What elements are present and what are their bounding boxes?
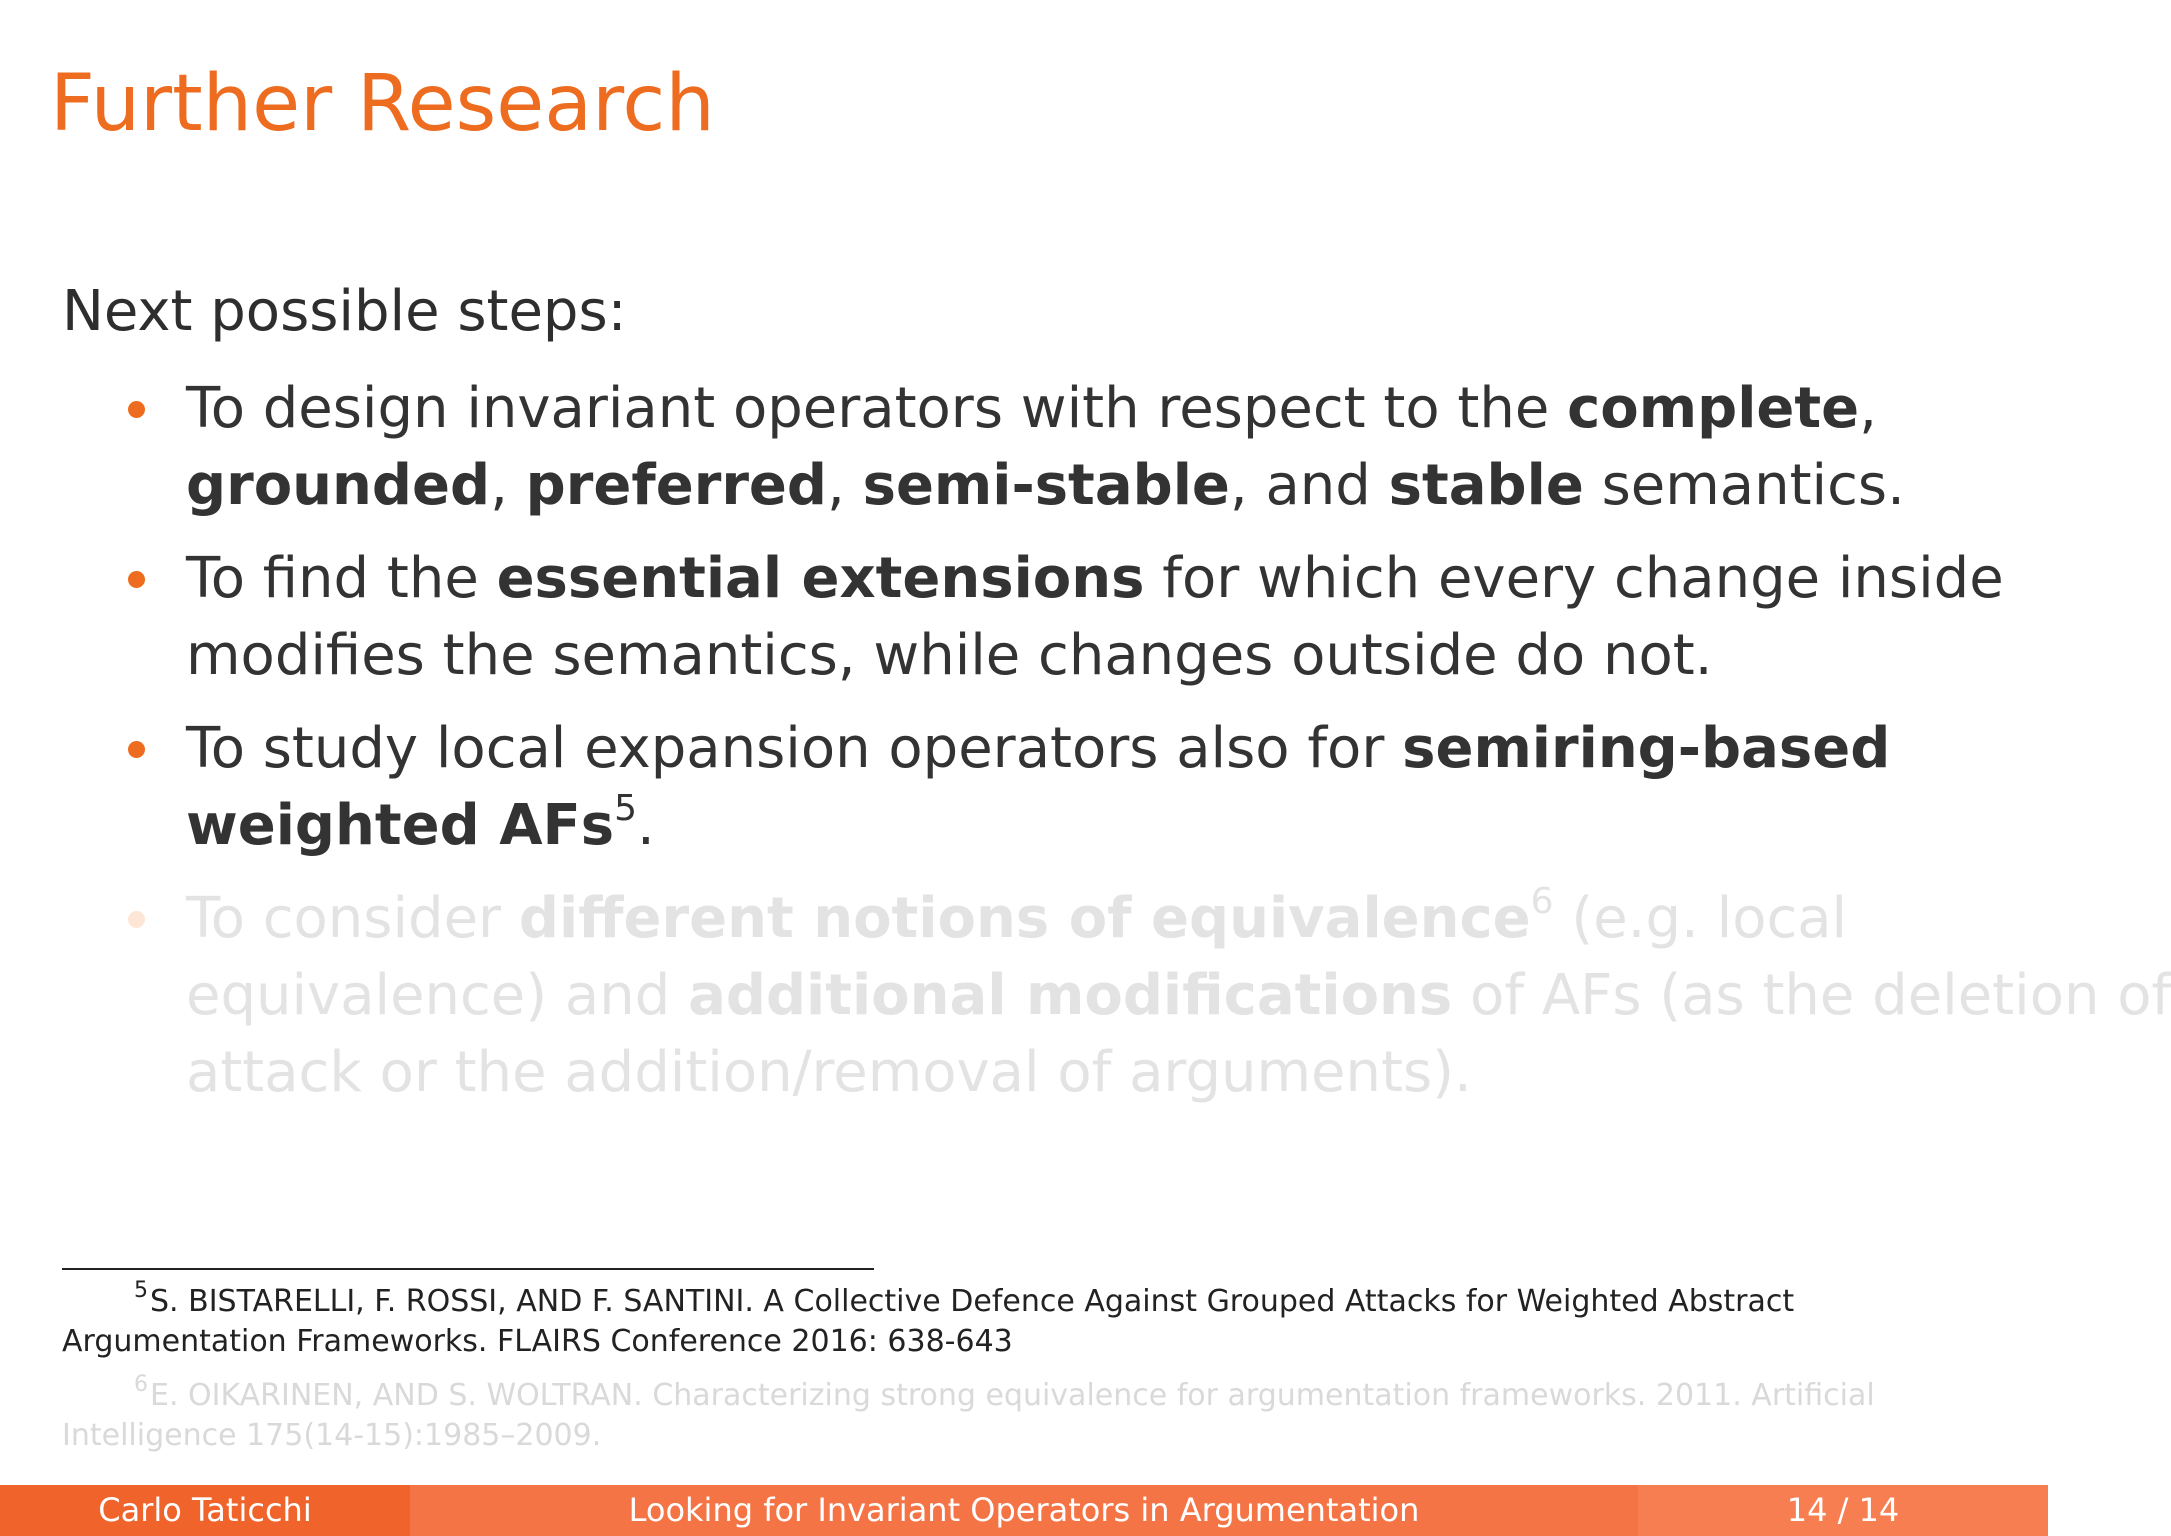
bullet-item-local-expansion <box>0 710 2048 864</box>
footnote-5 <box>62 1278 2002 1362</box>
bullet-line <box>186 957 2171 1034</box>
bold-term: different notions of equivalence <box>518 886 1531 951</box>
bullet-item-equivalence <box>0 880 2171 1111</box>
bold-term: essential extensions <box>496 546 1145 611</box>
intro-text: Next possible steps: <box>62 279 627 344</box>
bullet-dot-icon <box>128 401 145 418</box>
footnote-mark: 6 <box>134 1372 148 1397</box>
bullet-line <box>186 1034 2000 1111</box>
text: , and <box>1229 453 1389 518</box>
footnote-text: E. OIKARINEN, AND S. WOLTRAN. Characterizing strong equivalence for argumentation frameworks. 2011. Artificial <box>150 1378 1875 1413</box>
bullet-dot-icon <box>128 741 145 758</box>
footer-author: Carlo Taticchi <box>0 1485 410 1536</box>
footnote-ref[interactable]: 5 <box>614 788 638 829</box>
bold-term: stable <box>1388 453 1584 518</box>
footnote-first-line <box>62 1278 2002 1322</box>
footnotes <box>62 1278 2002 1470</box>
bullet-line <box>186 880 2000 957</box>
bold-term: grounded <box>186 453 491 518</box>
bullet-line <box>186 370 2000 447</box>
text: , <box>827 453 863 518</box>
text: , <box>490 453 526 518</box>
bold-term: semi-stable <box>862 453 1230 518</box>
footnote-mark: 5 <box>134 1278 148 1303</box>
text: . <box>637 793 655 858</box>
footnote-ref[interactable]: 6 <box>1530 881 1554 922</box>
footnote-rest-line: Argumentation Frameworks. FLAIRS Conference 2016: 638-643 <box>62 1324 1013 1359</box>
bold-term: preferred <box>525 453 827 518</box>
bold-term: additional modifications <box>688 963 1453 1028</box>
text: attack or the addition/removal of arguments). <box>186 1040 1472 1105</box>
text: To consider <box>186 886 519 951</box>
text: (e.g. local <box>1553 886 1848 951</box>
text: To study local expansion operators also for <box>186 716 1403 781</box>
text: equivalence) and <box>186 963 689 1028</box>
text: To design invariant operators with respect to the <box>186 376 1568 441</box>
bold-term: semiring-based <box>1402 716 1891 781</box>
footnote-first-line <box>62 1372 2002 1416</box>
bullet-line <box>186 540 2004 617</box>
text: semantics. <box>1583 453 1905 518</box>
bold-term: complete <box>1567 376 1860 441</box>
bullet-list <box>0 370 2171 1127</box>
bullet-item-invariant-operators <box>0 370 2048 524</box>
footnote-text: S. BISTARELLI, F. ROSSI, AND F. SANTINI. A Collective Defence Against Grouped Attacks for Weighted Abstract <box>150 1284 1795 1319</box>
text: To find the <box>186 546 497 611</box>
footer-bar <box>0 1485 2048 1536</box>
footnote-divider <box>62 1268 874 1270</box>
bullet-dot-icon <box>128 571 145 588</box>
bullet-dot-icon <box>128 911 145 928</box>
text: of AFs (as the deletion of <box>1452 963 2171 1028</box>
footer-page-number: 14 / 14 <box>1638 1485 2048 1536</box>
bullet-line <box>186 447 2000 524</box>
text: for which every change inside <box>1144 546 2004 611</box>
footnote-6 <box>62 1372 2002 1456</box>
footer-title: Looking for Invariant Operators in Argumentation <box>410 1485 1638 1536</box>
bullet-line <box>186 617 2000 694</box>
footnote-rest-line: Intelligence 175(14-15):1985–2009. <box>62 1418 602 1453</box>
text: , <box>1859 376 1877 441</box>
bold-term: weighted AFs <box>186 793 615 858</box>
slide-title: Further Research <box>50 59 715 149</box>
bullet-line <box>186 787 2000 864</box>
bullet-item-essential-extensions <box>0 540 2048 694</box>
text: modifies the semantics, while changes outside do not. <box>186 623 1713 688</box>
bullet-line <box>186 710 2000 787</box>
